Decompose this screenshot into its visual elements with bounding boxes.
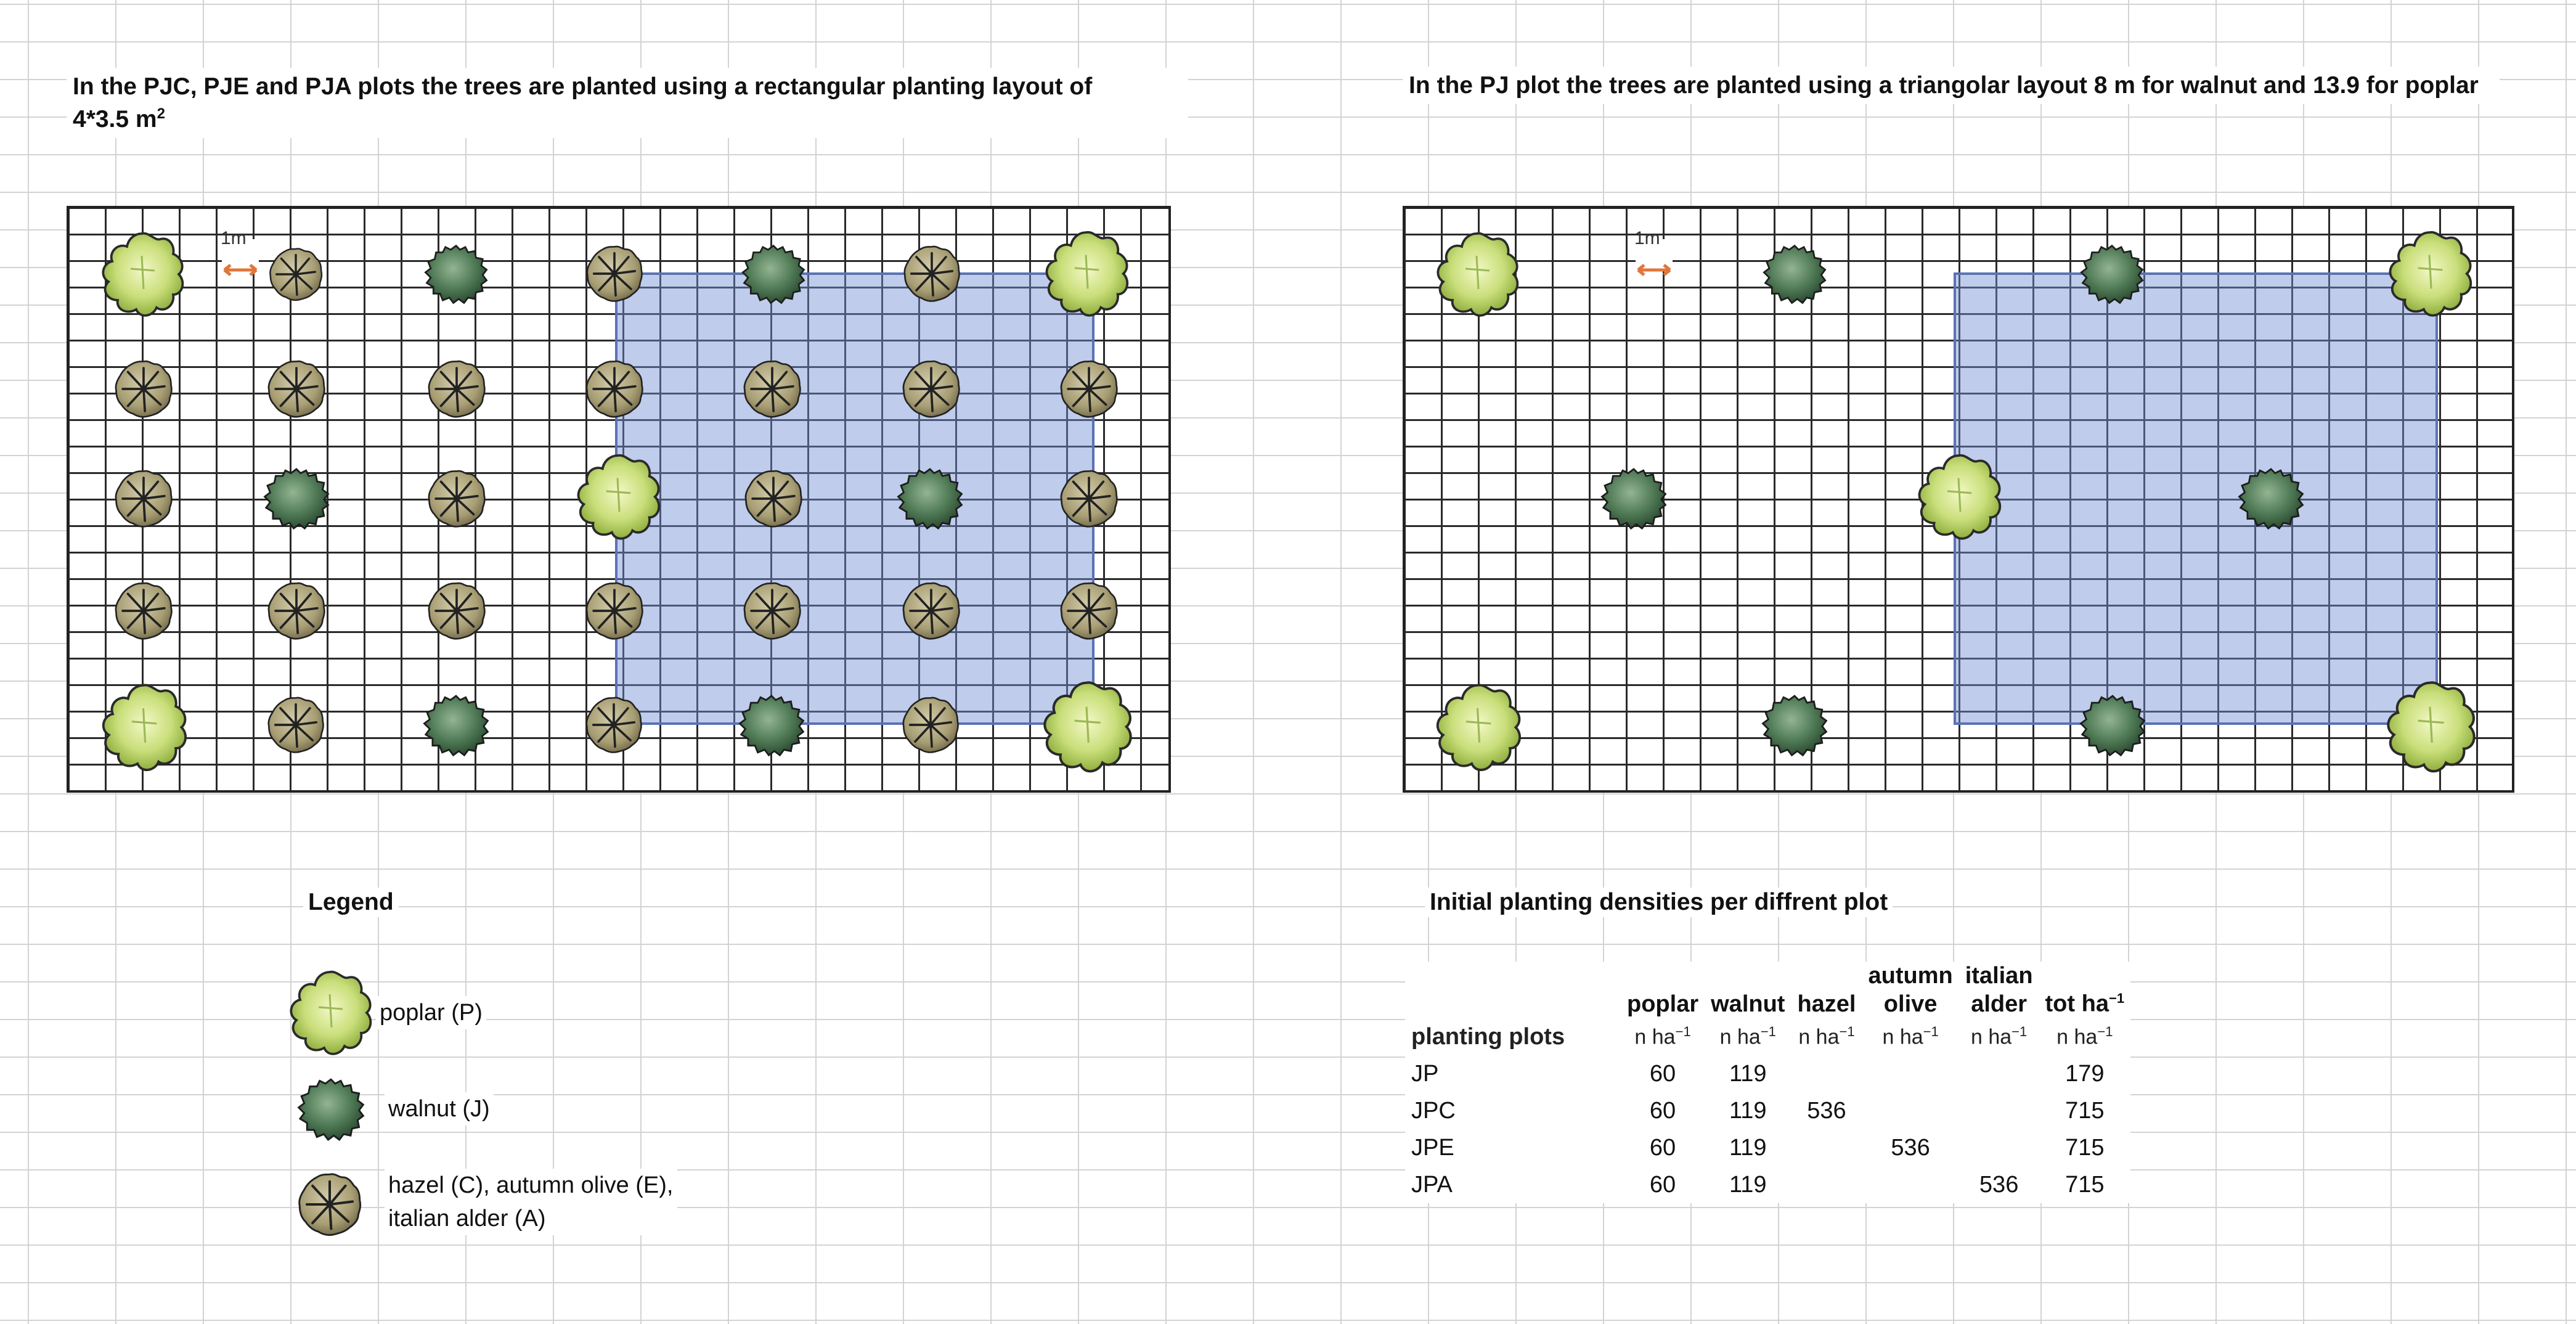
legend-label-hazel-line1: hazel (C), autumn olive (E), <box>388 1172 674 1198</box>
column-header-walnut: walnut <box>1711 991 1785 1017</box>
poplar-tree-icon <box>96 678 191 777</box>
hazel-density <box>1791 1166 1862 1203</box>
poplar-tree-icon <box>1430 678 1525 777</box>
walnut-density: 119 <box>1729 1171 1767 1198</box>
left-panel-title-exponent: 2 <box>157 105 165 122</box>
unit-cell-label: n $ha^{-1}$ <box>1882 1024 1939 1049</box>
hazel-tree-icon <box>1053 356 1125 422</box>
poplar-density: 60 <box>1649 1171 1676 1198</box>
walnut-tree-icon <box>1759 240 1830 307</box>
legend-item-walnut <box>296 1073 494 1145</box>
italian-alder-density: 536 <box>1979 1171 2019 1198</box>
poplar-tree-icon <box>283 966 376 1059</box>
hazel-tree-icon <box>736 578 809 644</box>
table-row <box>1405 1166 2130 1203</box>
hazel-tree-icon <box>107 578 180 644</box>
walnut-tree-icon <box>895 464 965 533</box>
walnut-density: 119 <box>1729 1134 1767 1161</box>
hazel-tree-icon <box>420 578 493 644</box>
density-table <box>1405 962 2130 1203</box>
legend-item-poplar <box>283 966 486 1059</box>
right-scale-arrow <box>1636 259 1673 281</box>
column-header-empty <box>1405 962 1621 1018</box>
hazel-tree-icon <box>420 466 493 531</box>
hazel-tree-icon <box>896 242 968 306</box>
walnut-tree-icon <box>2077 240 2147 307</box>
density-table-title: Initial planting densities per diffrent plot <box>1425 888 1893 917</box>
right-unit-cell <box>1954 272 2438 725</box>
left-panel-title-area: 4*3.5 m <box>73 106 157 133</box>
italian-alder-density <box>1959 1055 2039 1092</box>
hazel-density <box>1791 1129 1862 1166</box>
column-header-autumn-olive: autumn olive <box>1868 963 1953 1017</box>
autumn-olive-density <box>1862 1166 1959 1203</box>
walnut-density: 119 <box>1729 1097 1767 1124</box>
left-panel-title-text: In the PJC, PJE and PJA plots the trees are planted using a rectangular planting layout of <box>73 73 1093 100</box>
legend-label-walnut: walnut (J) <box>385 1092 494 1126</box>
walnut-tree-icon <box>261 464 332 533</box>
hazel-tree-icon <box>736 356 809 422</box>
table-row <box>1405 1055 2130 1092</box>
walnut-density: 119 <box>1729 1060 1767 1087</box>
hazel-tree-icon <box>261 244 330 304</box>
poplar-density: 60 <box>1649 1134 1676 1161</box>
column-header-italian-alder: italian alder <box>1965 963 2033 1017</box>
legend-label-hazel <box>385 1169 677 1235</box>
walnut-tree-icon <box>737 690 806 759</box>
table-row <box>1405 1092 2130 1129</box>
hazel-density: 536 <box>1807 1097 1846 1124</box>
italian-alder-density <box>1959 1129 2039 1166</box>
hazel-tree-icon <box>895 578 968 644</box>
unit-cell-label: n $ha^{-1}$ <box>1719 1024 1776 1049</box>
unit-cell-label: n $ha^{-1}$ <box>1970 1024 2028 1049</box>
left-panel-title <box>67 68 1188 138</box>
density-table-unit-row <box>1405 1018 2130 1055</box>
poplar-tree-icon <box>1910 450 2007 544</box>
legend-item-hazel <box>292 1169 677 1240</box>
density-table-header <box>1405 962 2130 1018</box>
unit-cell-label: n $ha^{-1}$ <box>1798 1024 1855 1049</box>
hazel-tree-icon <box>1053 578 1125 644</box>
hazel-tree-icon <box>1053 466 1125 531</box>
walnut-tree-icon <box>1760 690 1829 759</box>
plot-name: JPC <box>1411 1097 1456 1124</box>
hazel-tree-icon <box>107 466 180 531</box>
walnut-tree-icon <box>422 690 491 759</box>
hazel-tree-icon <box>260 356 333 422</box>
total-density: 715 <box>2065 1171 2105 1198</box>
italian-alder-density <box>1959 1092 2039 1129</box>
table-row <box>1405 1129 2130 1166</box>
hazel-tree-icon <box>107 356 180 422</box>
walnut-tree-icon <box>1599 464 1669 533</box>
plot-name: JPE <box>1411 1134 1454 1161</box>
poplar-tree-icon <box>2380 227 2479 321</box>
hazel-tree-icon <box>895 693 966 757</box>
poplar-tree-icon <box>569 450 666 544</box>
hazel-tree-icon <box>261 693 330 757</box>
hazel-tree-icon <box>737 466 810 531</box>
unit-cell-label: n $ha^{-1}$ <box>1634 1024 1691 1049</box>
legend-label-hazel-line2: italian alder (A) <box>388 1206 546 1232</box>
hazel-tree-icon <box>578 356 651 422</box>
total-density: 715 <box>2065 1097 2105 1124</box>
left-unit-cell <box>615 272 1094 725</box>
walnut-tree-icon <box>738 240 809 307</box>
poplar-tree-icon <box>1430 228 1523 321</box>
total-density: 179 <box>2065 1060 2105 1087</box>
unit-cell-label: n $ha^{-1}$ <box>2056 1024 2113 1049</box>
hazel-tree-icon <box>578 578 651 644</box>
autumn-olive-density <box>1862 1055 1959 1092</box>
left-scale-label: 1m <box>221 228 247 248</box>
walnut-tree-icon <box>421 240 491 307</box>
autumn-olive-density <box>1862 1092 1959 1129</box>
plot-name: JPA <box>1411 1171 1453 1198</box>
left-scale-arrow <box>222 259 259 281</box>
legend-title: Legend <box>303 888 399 917</box>
column-header-poplar: poplar <box>1627 991 1699 1017</box>
poplar-tree-icon <box>96 228 188 321</box>
poplar-density: 60 <box>1649 1060 1676 1087</box>
poplar-tree-icon <box>1037 227 1135 321</box>
column-header-total: tot $ha^{-1}$ <box>2045 991 2125 1017</box>
column-header-hazel: hazel <box>1797 991 1856 1017</box>
hazel-tree-icon <box>292 1169 367 1240</box>
hazel-density <box>1791 1055 1862 1092</box>
right-scale-label: 1m <box>1634 228 1660 248</box>
poplar-tree-icon <box>2380 677 2480 777</box>
hazel-tree-icon <box>420 356 493 422</box>
legend-label-poplar: poplar (P) <box>376 996 486 1029</box>
plot-name: JP <box>1411 1060 1439 1087</box>
row-header-planting-plots: planting plots <box>1411 1023 1565 1050</box>
poplar-density: 60 <box>1649 1097 1676 1124</box>
walnut-tree-icon <box>296 1073 366 1145</box>
poplar-tree-icon <box>1037 677 1136 777</box>
autumn-olive-density: 536 <box>1891 1134 1930 1161</box>
hazel-tree-icon <box>579 242 650 306</box>
right-panel-title: In the PJ plot the trees are planted using a triangolar layout 8 m for walnut and 13.9 for poplar <box>1403 67 2500 104</box>
total-density: 715 <box>2065 1134 2105 1161</box>
hazel-tree-icon <box>895 356 968 422</box>
walnut-tree-icon <box>2236 464 2306 533</box>
walnut-tree-icon <box>2078 690 2147 759</box>
hazel-tree-icon <box>260 578 333 644</box>
hazel-tree-icon <box>578 693 650 757</box>
